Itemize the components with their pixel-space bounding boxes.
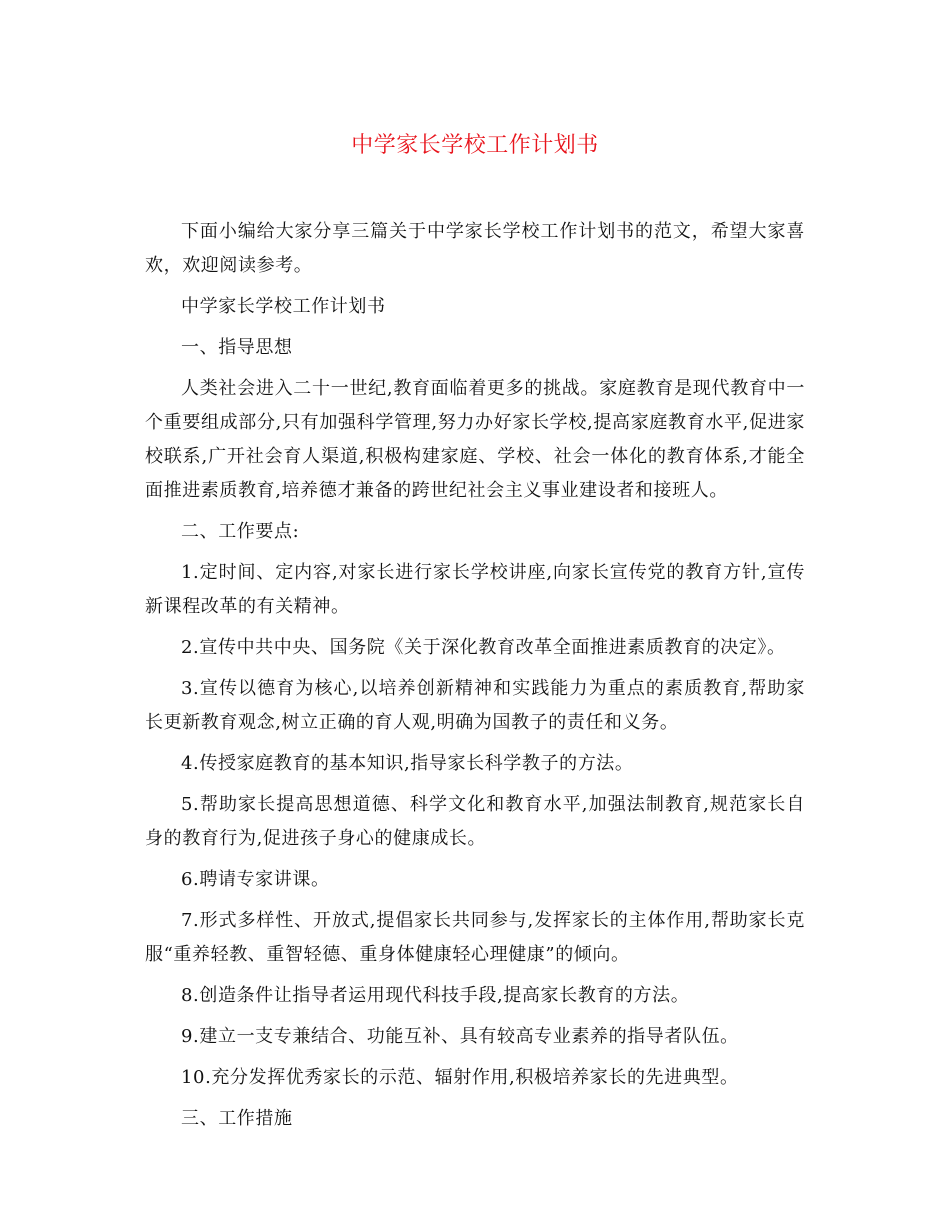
guiding-ideology-paragraph: 人类社会进入二十一世纪,教育面临着更多的挑战。家庭教育是现代教育中一个重要组成部分,只有加强科学管理,努力办好家长学校,提高家庭教育水平,促进家校联系,广开社会育人渠道,积极构建家庭、学校、社会一体化的教育体系,才能全面推进素质教育,培养德才兼备的跨世纪社会主义事业建设者和接班人。: [145, 378, 805, 501]
work-point-5: 5.帮助家长提高思想道德、科学文化和教育水平,加强法制教育,规范家长自身的教育行为,促进孩子身心的健康成长。: [145, 794, 805, 849]
document-body: [145, 215, 805, 1143]
work-point-6: 6.聘请专家讲课。: [181, 869, 330, 890]
work-point-9: 9.建立一支专兼结合、功能互补、具有较高专业素养的指导者队伍。: [181, 1026, 739, 1047]
work-point-8: 8.创造条件让指导者运用现代科技手段,提高家长教育的方法。: [181, 985, 690, 1006]
section-heading-plan: 中学家长学校工作计划书: [181, 296, 386, 317]
section-heading-work-measures: 三、工作措施: [181, 1108, 293, 1129]
work-point-2: 2.宣传中共中央、国务院《关于深化教育改革全面推进素质教育的决定》。: [181, 637, 786, 658]
document-title: 中学家长学校工作计划书: [351, 133, 599, 158]
work-point-7: 7.形式多样性、开放式,提倡家长共同参与,发挥家长的主体作用,帮助家长克服“重养轻教、重智轻德、重身体健康轻心理健康”的倾向。: [145, 910, 805, 965]
section-heading-work-points: 二、工作要点:: [181, 521, 300, 542]
intro-paragraph: 下面小编给大家分享三篇关于中学家长学校工作计划书的范文，希望大家喜欢，欢迎阅读参考。: [145, 221, 805, 276]
section-heading-guiding-ideology: 一、指导思想: [181, 337, 293, 358]
work-point-1: 1.定时间、定内容,对家长进行家长学校讲座,向家长宣传党的教育方针,宣传新课程改革的有关精神。: [145, 562, 805, 617]
work-point-10: 10.充分发挥优秀家长的示范、辐射作用,积极培养家长的先进典型。: [181, 1067, 739, 1088]
work-point-4: 4.传授家庭教育的基本知识,指导家长科学教子的方法。: [181, 753, 634, 774]
work-point-3: 3.宣传以德育为核心,以培养创新精神和实践能力为重点的素质教育,帮助家长更新教育观念,树立正确的育人观,明确为国教子的责任和义务。: [145, 678, 805, 733]
